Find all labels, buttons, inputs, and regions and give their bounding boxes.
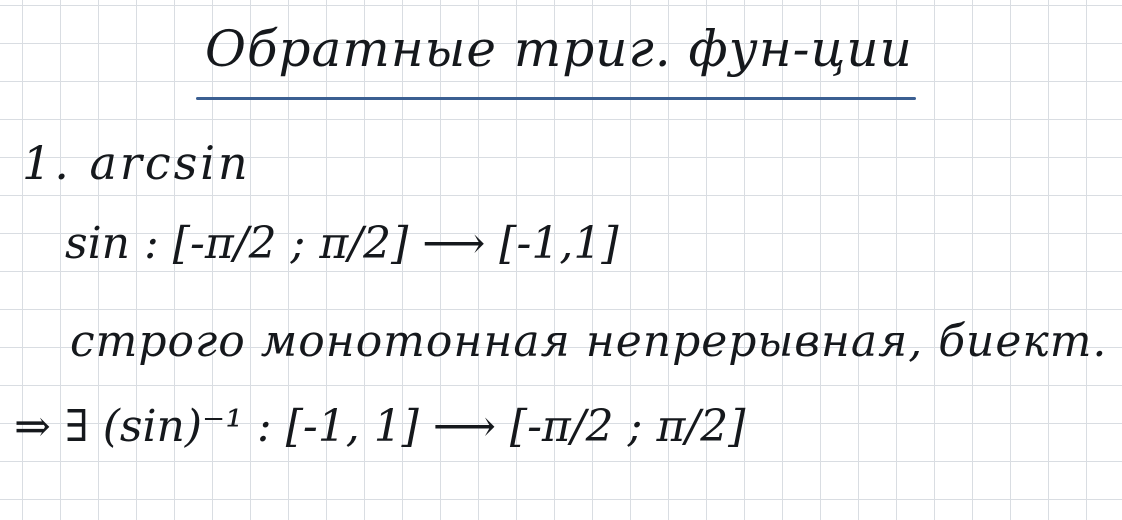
sin-domain-mapping: sin : [-π/2 ; π/2] ⟶ [-1,1] bbox=[65, 218, 619, 269]
page-title: Обратные триг. фун-ции bbox=[205, 20, 913, 78]
inverse-function-statement: ⇒ ∃ (sin)⁻¹ : [-1, 1] ⟶ [-π/2 ; π/2] bbox=[14, 401, 746, 452]
section-heading-arcsin: 1. arcsin bbox=[22, 136, 251, 190]
title-underline bbox=[196, 97, 916, 100]
monotonic-bijection-note: строго монотонная непрерывная, биект. bbox=[70, 316, 1108, 367]
